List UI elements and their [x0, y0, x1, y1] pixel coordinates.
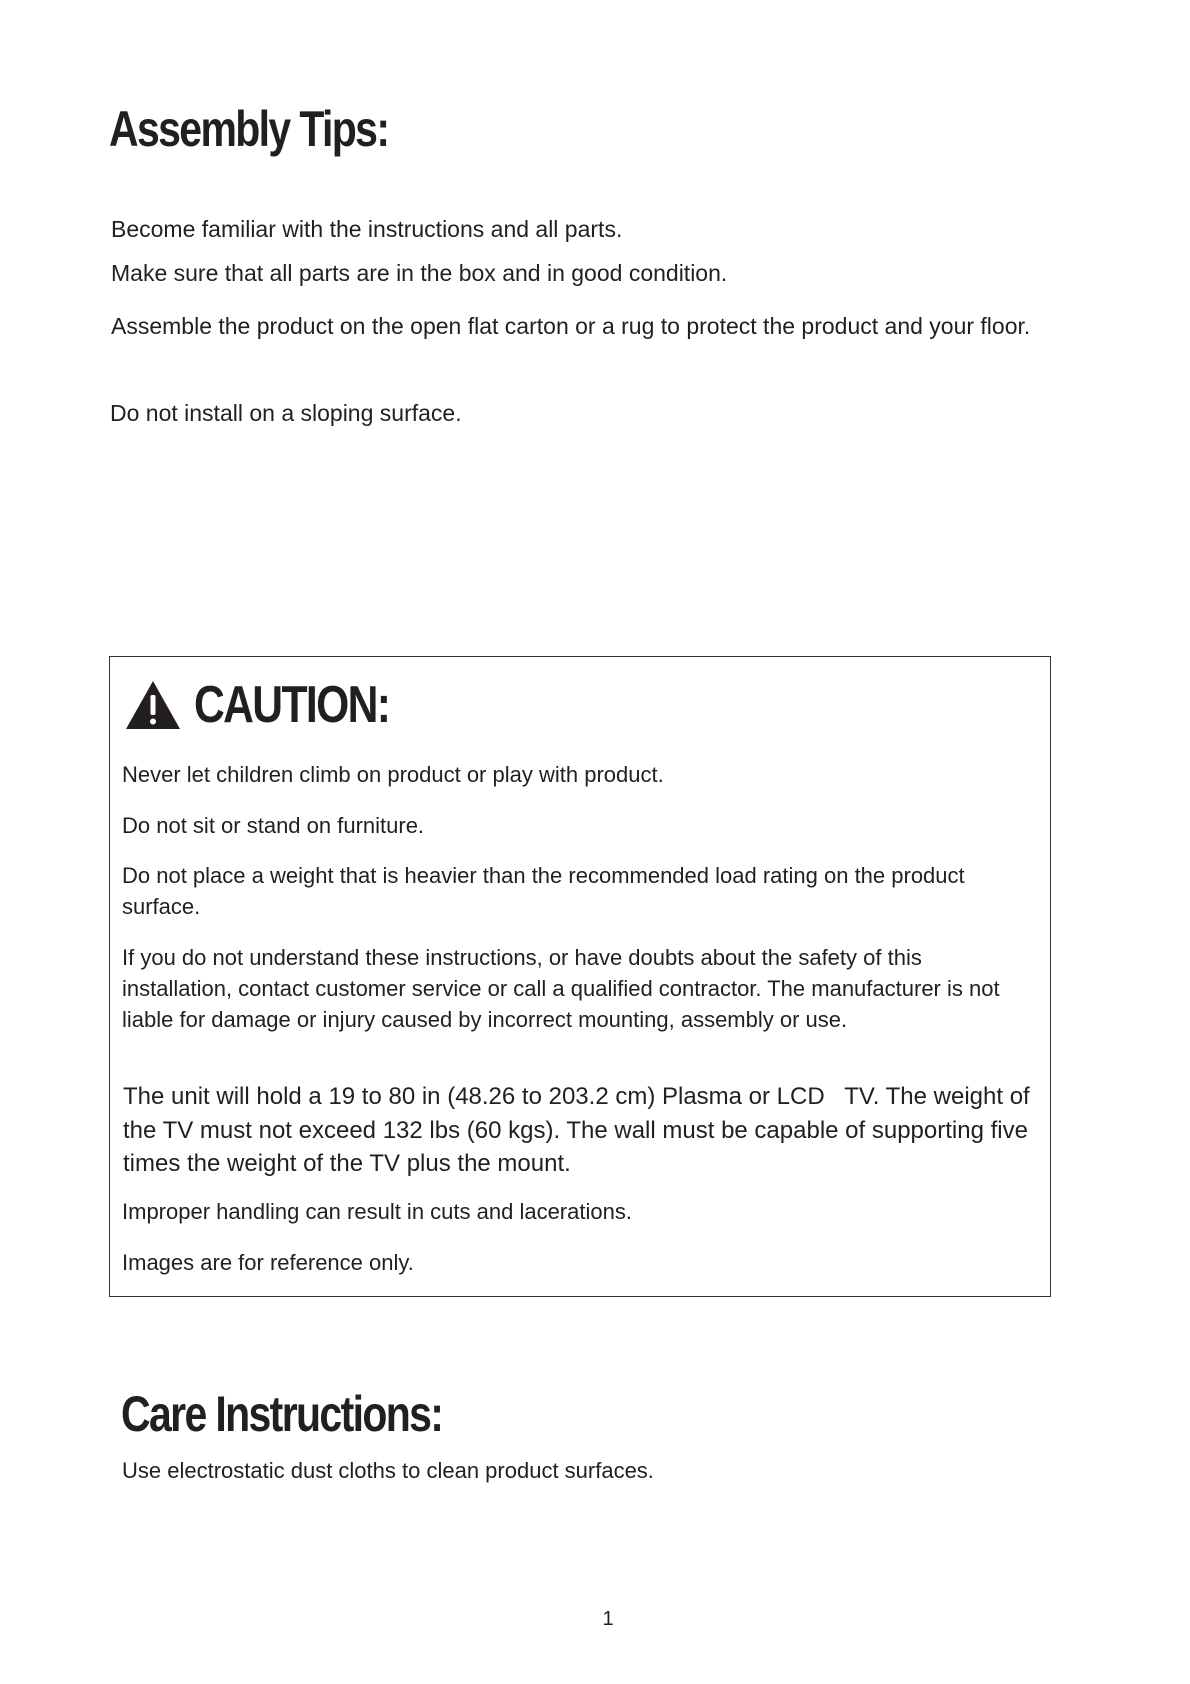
caution-title: CAUTION: [194, 676, 390, 734]
care-item: Use electrostatic dust cloths to clean product surfaces. [122, 1458, 654, 1483]
caution-item: The unit will hold a 19 to 80 in (48.26 to 203.2 cm) Plasma or LCD TV. The weight of the TV must not exceed 132 lbs (60 kgs). The wall must be capable of supporting five times the weight of the TV plus the mount. [123, 1083, 1037, 1177]
caution-item: If you do not understand these instructions, or have doubts about the safety of this installation, contact customer service or call a qualified contractor. The manufacturer is not liable for damage or injury caused by incorrect mounting, assembly or use. [122, 945, 1000, 1032]
assembly-tip: Become familiar with the instructions and all parts. [111, 216, 623, 242]
warning-triangle-icon [124, 679, 182, 731]
assembly-tip: Do not install on a sloping surface. [110, 400, 462, 426]
page-number: 1 [602, 1608, 614, 1630]
caution-item: Do not place a weight that is heavier than the recommended load rating on the product surface. [122, 863, 965, 919]
caution-item: Images are for reference only. [122, 1250, 414, 1275]
caution-heading [124, 675, 432, 735]
assembly-tip: Make sure that all parts are in the box and in good condition. [111, 260, 728, 286]
caution-item: Never let children climb on product or play with product. [122, 762, 664, 787]
caution-item: Do not sit or stand on furniture. [122, 813, 425, 838]
assembly-tip: Assemble the product on the open flat carton or a rug to protect the product and your floor. [111, 313, 1031, 339]
care-instructions-heading: Care Instructions: [121, 1386, 443, 1442]
assembly-tips-heading: Assembly Tips: [109, 101, 389, 157]
caution-item: Improper handling can result in cuts and lacerations. [122, 1199, 632, 1224]
